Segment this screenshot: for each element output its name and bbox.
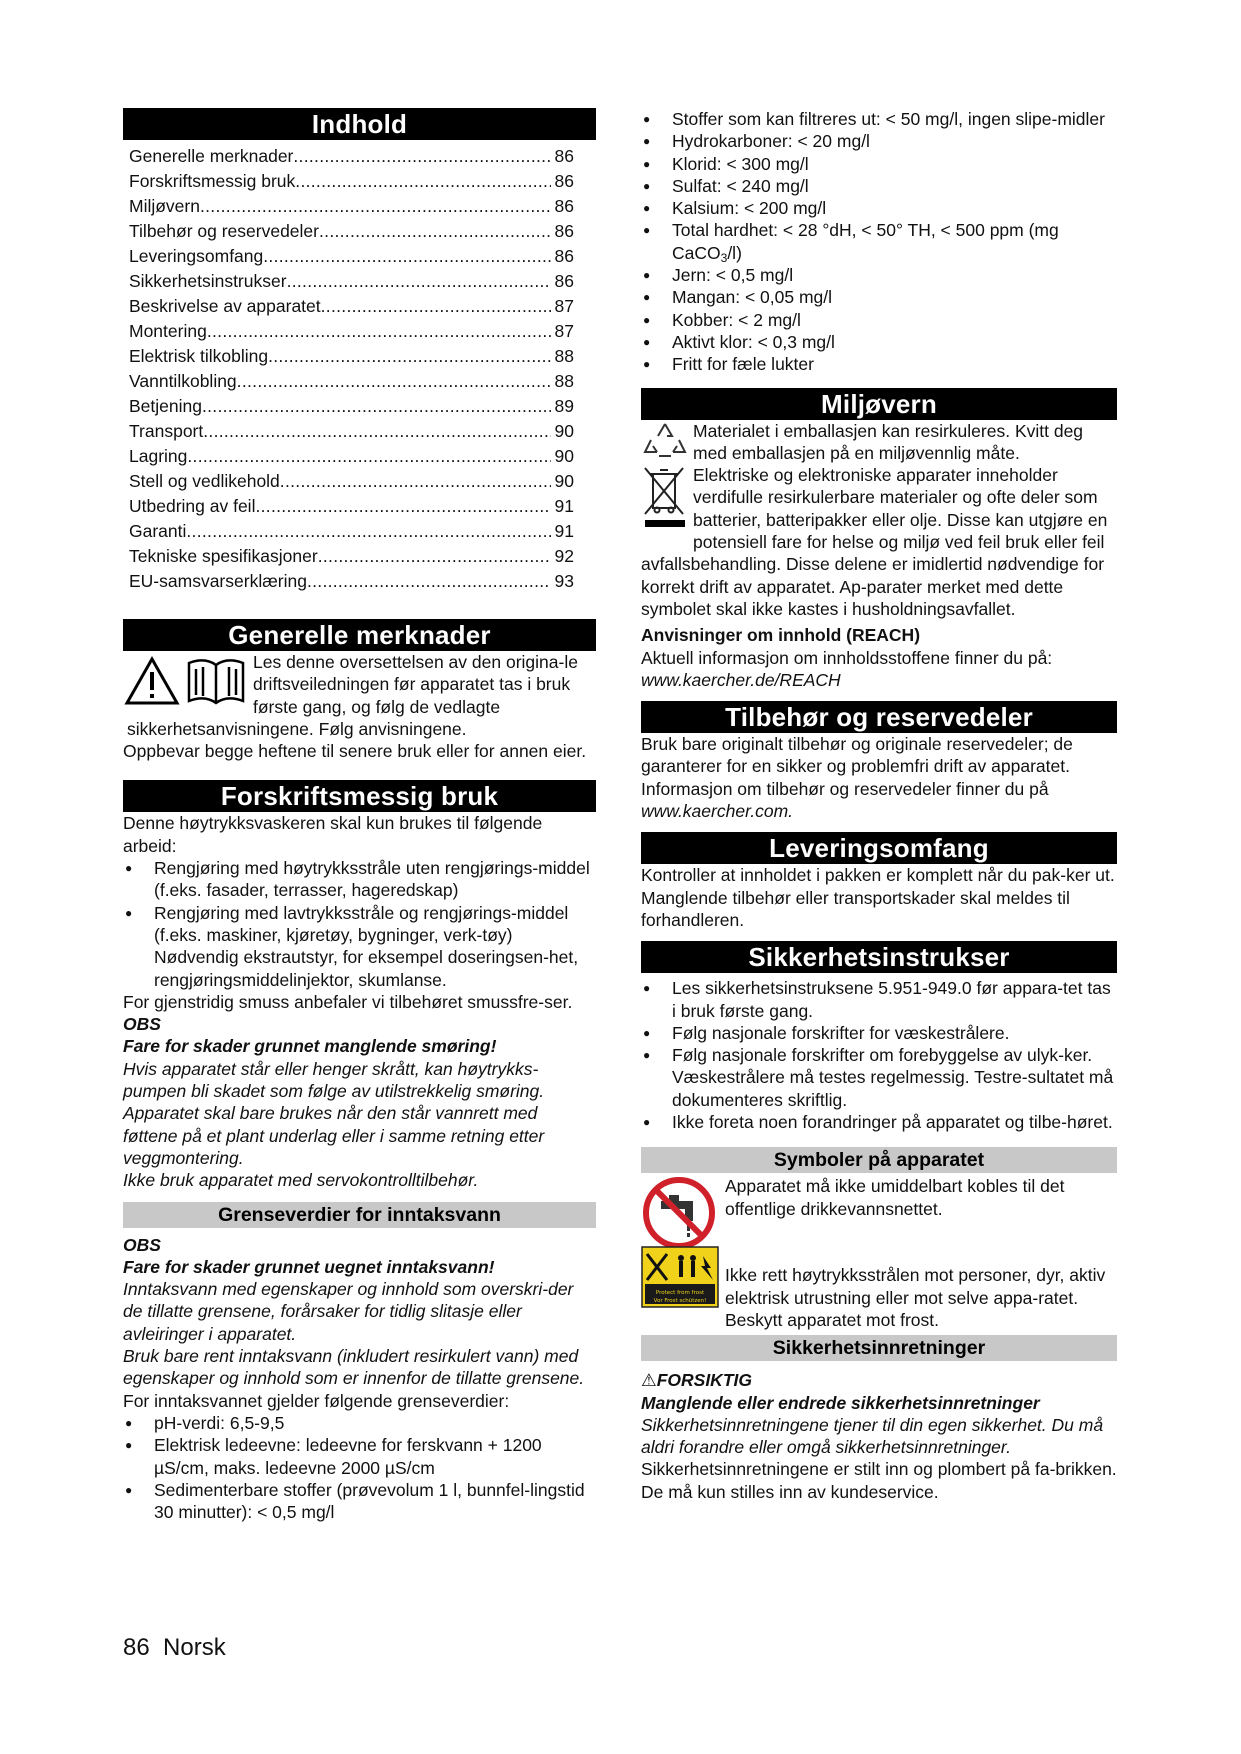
toc-entry-title: Stell og vedlikehold xyxy=(129,471,280,491)
hardness-sub: 3 xyxy=(720,250,728,265)
left-column xyxy=(123,108,596,1523)
list-item: ● pH-verdi: 6,5-9,5 xyxy=(123,1412,596,1434)
list-item: ● Sedimenterbare stoffer (prøvevolum 1 l, bunnfel-lingstid 30 minutter): < 0,5 mg/l xyxy=(123,1479,596,1524)
toc-leader-dots xyxy=(318,544,551,569)
toc-entry-page: 92 xyxy=(554,546,574,566)
toc-entry[interactable] xyxy=(123,344,596,369)
toc-entry-title: Tekniske spesifikasjoner xyxy=(129,546,318,566)
grense-intro: For inntaksvannet gjelder følgende grenseverdier: xyxy=(123,1390,510,1411)
toc-entry-title: Transport xyxy=(129,421,204,441)
toc-entry[interactable] xyxy=(123,319,596,344)
toc-entry[interactable] xyxy=(123,269,596,294)
toc-entry-page: 93 xyxy=(554,571,574,591)
levering-text: Kontroller at innholdet i pakken er komplett når du pak-ker ut. Manglende tilbehør eller transportskader skal meldes til forhandleren. xyxy=(641,865,1115,930)
toc-leader-dots xyxy=(186,519,550,544)
toc-leader-dots xyxy=(280,469,551,494)
toc-entry[interactable] xyxy=(123,144,596,169)
toc-entry-page: 90 xyxy=(554,421,574,441)
page-number: 86 xyxy=(123,1634,150,1661)
list-item: ● Følg nasjonale forskrifter for væskestrålere. xyxy=(641,1022,1117,1044)
toc-entry-title: Elektrisk tilkobling xyxy=(129,346,269,366)
obs-label: OBS xyxy=(123,1014,161,1035)
toc-entry-title: Garanti xyxy=(129,521,187,541)
list-item: ● Ikke foreta noen forandringer på apparatet og tilbe-høret. xyxy=(641,1111,1117,1133)
section-heading-miljo: Miljøvern xyxy=(641,388,1117,420)
obs-text2: Bruk bare rent inntaksvann (inkludert resirkulert vann) med egenskaper og innhold som er innenfor de tillatte grensene. xyxy=(123,1346,585,1389)
toc-leader-dots xyxy=(307,569,551,594)
symbol-text1: Apparatet må ikke umiddelbart kobles til det offentlige drikkevannsnettet. xyxy=(725,1176,1065,1219)
toc-entry[interactable] xyxy=(123,569,596,594)
innretninger-text: Sikkerhetsinnretningene er stilt inn og plombert på fa-brikken. De må kun stilles inn av kundeservice. xyxy=(641,1459,1117,1502)
miljo-block xyxy=(641,420,1117,692)
toc-entry-page: 90 xyxy=(554,471,574,491)
toc-entry-page: 87 xyxy=(554,321,574,341)
warning-triangle-icon xyxy=(127,659,177,703)
toc-entry-title: Tilbehør og reservedeler xyxy=(129,221,319,241)
list-item-text: Rengjøring med lavtrykksstråle og rengjørings-middel (f.eks. maskiner, kjøretøy, bygninger, verk-tøy) xyxy=(154,902,569,945)
list-item: ● Les sikkerhetsinstruksene 5.951-949.0 før appara-tet tas i bruk første gang. xyxy=(641,977,1117,1022)
reach-title: Anvisninger om innhold (REACH) xyxy=(641,625,921,646)
toc-leader-dots xyxy=(207,319,551,344)
grense-right-list xyxy=(641,108,1117,376)
toc-leader-dots xyxy=(203,419,550,444)
list-item: ● Følg nasjonale forskrifter om forebyggelse av ulyk-ker. Væskestrålere må testes regelmessig. Testre-sultatet må dokumenteres skriftlig. xyxy=(641,1044,1117,1111)
obs-text: Hvis apparatet står eller henger skrått, kan høytrykks-pumpen bli skadet som følge av utilstrekkelig smøring. Apparatet skal bare brukes når den står vannrett med føttene på et plant underlag eller i samme retning etter veggmontering. xyxy=(123,1058,545,1168)
list-item: ● Klorid: < 300 mg/l xyxy=(641,153,1117,175)
hardness-unit: /l) xyxy=(727,242,742,263)
toc-entry[interactable] xyxy=(123,369,596,394)
forskrift-list xyxy=(123,857,596,991)
label-text-line1: Protect from frost xyxy=(655,1290,705,1297)
toc-entry[interactable] xyxy=(123,169,596,194)
toc-entry-page: 91 xyxy=(554,496,574,516)
obs-text: Inntaksvann med egenskaper og innhold som overskri-der de tillatte grensene, forårsaker for tidlig slitasje eller avleiringer i apparatet. xyxy=(123,1279,574,1344)
toc-entry-title: Montering xyxy=(129,321,207,341)
list-item: ● Rengjøring med høytrykksstråle uten rengjørings-middel (f.eks. fasader, terrasser, hageredskap) xyxy=(123,857,596,902)
toc-entry-title: Beskrivelse av apparatet xyxy=(129,296,321,316)
list-item: ● Sulfat: < 240 mg/l xyxy=(641,175,1117,197)
toc-entry-page: 86 xyxy=(554,271,574,291)
label-text-line2: Vor Frost schützen! xyxy=(653,1298,707,1305)
jet-warning-label-icon xyxy=(641,1246,725,1335)
generelle-block xyxy=(123,651,596,762)
list-item-extra: Nødvendig ekstrautstyr, for eksempel doseringsen-het, rengjøringsmiddelinjektor, skumlanse. xyxy=(154,947,579,990)
toc-entry-title: Betjening xyxy=(129,396,202,416)
toc-leader-dots xyxy=(237,369,551,394)
toc-entry-page: 90 xyxy=(554,446,574,466)
generelle-text2: Oppbevar begge heftene til senere bruk eller for annen eier. xyxy=(123,741,587,762)
list-item: ● Hydrokarboner: < 20 mg/l xyxy=(641,130,1117,152)
symbol-text2: Ikke rett høytrykksstrålen mot personer, dyr, aktiv elektrisk utrustning eller mot selve appa-ratet. Beskytt apparatet mot frost. xyxy=(725,1265,1106,1330)
toc-entry-title: Generelle merknader xyxy=(129,146,294,166)
toc-heading: Indhold xyxy=(123,108,596,140)
list-item: ● Aktivt klor: < 0,3 mg/l xyxy=(641,331,1117,353)
toc-leader-dots xyxy=(187,444,550,469)
toc-entry-page: 91 xyxy=(554,521,574,541)
page-language: Norsk xyxy=(163,1634,226,1661)
toc-entry[interactable] xyxy=(123,244,596,269)
list-item: ● Jern: < 0,5 mg/l xyxy=(641,264,1117,286)
section-heading-forskrift: Forskriftsmessig bruk xyxy=(123,780,596,812)
toc-leader-dots xyxy=(319,219,551,244)
crossed-bin-icon xyxy=(641,464,691,532)
list-item: ● Stoffer som kan filtreres ut: < 50 mg/l, ingen slipe-midler xyxy=(641,108,1117,130)
toc-entry-title: Utbedring av feil xyxy=(129,496,256,516)
toc-entry[interactable] xyxy=(123,394,596,419)
toc-leader-dots xyxy=(268,344,550,369)
toc-entry-page: 86 xyxy=(554,221,574,241)
symbol-row-drinking-water xyxy=(641,1175,1117,1251)
list-item: ● Elektrisk ledeevne: ledeevne for ferskvann + 1200 µS/cm, maks. ledeevne 2000 µS/cm xyxy=(123,1434,596,1479)
toc-entry[interactable] xyxy=(123,469,596,494)
miljo-text2: Elektriske og elektroniske apparater inneholder verdifulle resirkulerbare materialer og ofte deler som batterier, batteripakker eller olje. Disse kan utgjøre en potensiell fare for helse og miljø ved feil bruk eller feil avfallsbehandling. Disse delene er imidlertid nødvendige for korrekt drift av apparatet. Ap-parater merket med dette symbolet skal ikke kastes i husholdningsavfallet. xyxy=(641,465,1108,619)
toc-entry-page: 88 xyxy=(554,371,574,391)
obs-title: Fare for skader grunnet manglende smøring! xyxy=(123,1036,497,1057)
toc-entry-page: 87 xyxy=(554,296,574,316)
tilbehor-url[interactable]: www.kaercher.com. xyxy=(641,801,794,822)
grense-list xyxy=(123,1412,596,1523)
obs-title: Fare for skader grunnet uegnet inntaksvann! xyxy=(123,1256,495,1277)
toc-entry[interactable] xyxy=(123,544,596,569)
section-heading-tilbehor: Tilbehør og reservedeler xyxy=(641,701,1117,733)
toc-entry[interactable] xyxy=(123,294,596,319)
obs-text2: Ikke bruk apparatet med servokontrolltilbehør. xyxy=(123,1170,479,1191)
tilbehor-text: Bruk bare originalt tilbehør og originale reservedeler; de garanterer for en sikker og problemfri drift av apparatet. Informasjon om tilbehør og reservedeler finner du på xyxy=(641,734,1073,799)
toc-entry-page: 86 xyxy=(554,146,574,166)
toc-entry-title: EU-samsvarserklæring xyxy=(129,571,307,591)
sikkerhet-list xyxy=(641,977,1117,1133)
list-item: ● Mangan: < 0,05 mg/l xyxy=(641,286,1117,308)
toc-entry-title: Vanntilkobling xyxy=(129,371,237,391)
toc-leader-dots xyxy=(293,144,550,169)
list-item: ● Fritt for fæle lukter xyxy=(641,353,1117,375)
toc-entry[interactable] xyxy=(123,519,596,544)
toc-entry[interactable] xyxy=(123,219,596,244)
toc-leader-dots xyxy=(202,394,551,419)
toc-leader-dots xyxy=(295,169,550,194)
toc-leader-dots xyxy=(263,244,550,269)
toc-leader-dots xyxy=(321,294,551,319)
warning-text: Sikkerhetsinnretningene tjener til din egen sikkerhet. Du må aldri forandre eller omgå sikkerhetsinnretninger. xyxy=(641,1414,1104,1458)
miljo-text1: Materialet i emballasjen kan resirkuleres. Kvitt deg med emballasjen på en miljøvennlig måte. xyxy=(693,420,1084,463)
toc-entry-page: 86 xyxy=(554,171,574,191)
caution-triangle-icon: ⚠ xyxy=(641,1370,657,1391)
toc-entry-title: Sikkerhetsinstrukser xyxy=(129,271,287,291)
section-heading-levering: Leveringsomfang xyxy=(641,832,1117,864)
toc-leader-dots xyxy=(287,269,551,294)
toc-entry[interactable] xyxy=(123,494,596,519)
generelle-text: Les denne oversettelsen av den origina-le driftsveiledningen før apparatet tas i bruk første gang, og følg de vedlagte sikkerhetsanvisningene. Følg anvisningene. xyxy=(127,652,578,739)
manual-book-icon xyxy=(189,660,243,703)
toc-entry[interactable] xyxy=(123,444,596,469)
warning-label xyxy=(641,1369,1117,1391)
toc-leader-dots xyxy=(255,494,550,519)
toc-leader-dots xyxy=(200,194,551,219)
toc-entry-title: Forskriftsmessig bruk xyxy=(129,171,296,191)
page-footer xyxy=(123,1633,226,1663)
toc-list xyxy=(123,144,596,594)
list-item xyxy=(123,902,596,991)
toc-entry-page: 86 xyxy=(554,246,574,266)
section-heading-innretninger: Sikkerhetsinnretninger xyxy=(641,1335,1117,1361)
warning-title: Manglende eller endrede sikkerhetsinnretninger xyxy=(641,1392,1040,1413)
toc-entry[interactable] xyxy=(123,194,596,219)
obs-label: OBS xyxy=(123,1234,161,1255)
symbol-row-jet xyxy=(641,1253,1117,1335)
list-item: ● Kobber: < 2 mg/l xyxy=(641,309,1117,331)
section-heading-generelle: Generelle merknader xyxy=(123,619,596,651)
list-item: ● Kalsium: < 200 mg/l xyxy=(641,197,1117,219)
reach-url[interactable]: www.kaercher.de/REACH xyxy=(641,669,841,690)
right-column xyxy=(641,108,1117,1503)
toc-entry[interactable] xyxy=(123,419,596,444)
section-heading-symboler: Symboler på apparatet xyxy=(641,1147,1117,1173)
recycle-icon xyxy=(641,420,691,464)
toc-entry-title: Leveringsomfang xyxy=(129,246,264,266)
toc-entry-page: 89 xyxy=(554,396,574,416)
toc-entry-page: 86 xyxy=(554,196,574,216)
section-heading-grense: Grenseverdier for inntaksvann xyxy=(123,1202,596,1228)
reach-text: Aktuell informasjon om innholdsstoffene finner du på: xyxy=(641,647,1053,668)
section-heading-sikkerhet: Sikkerhetsinstrukser xyxy=(641,941,1117,973)
forskrift-intro: Denne høytrykksvaskeren skal kun brukes til følgende arbeid: xyxy=(123,813,543,856)
list-item xyxy=(641,219,1117,264)
toc-entry-page: 88 xyxy=(554,346,574,366)
warning-label-text: FORSIKTIG xyxy=(656,1370,752,1391)
toc-entry-title: Miljøvern xyxy=(129,196,200,216)
toc-entry-title: Lagring xyxy=(129,446,188,466)
warning-manual-icons xyxy=(123,651,253,709)
no-drinking-water-icon xyxy=(641,1175,725,1251)
forskrift-after: For gjenstridig smuss anbefaler vi tilbehøret smussfre-ser. xyxy=(123,991,573,1012)
hardness-text: Total hardhet: < 28 °dH, < 50° TH, < 500 ppm (mg CaCO xyxy=(672,220,1059,263)
